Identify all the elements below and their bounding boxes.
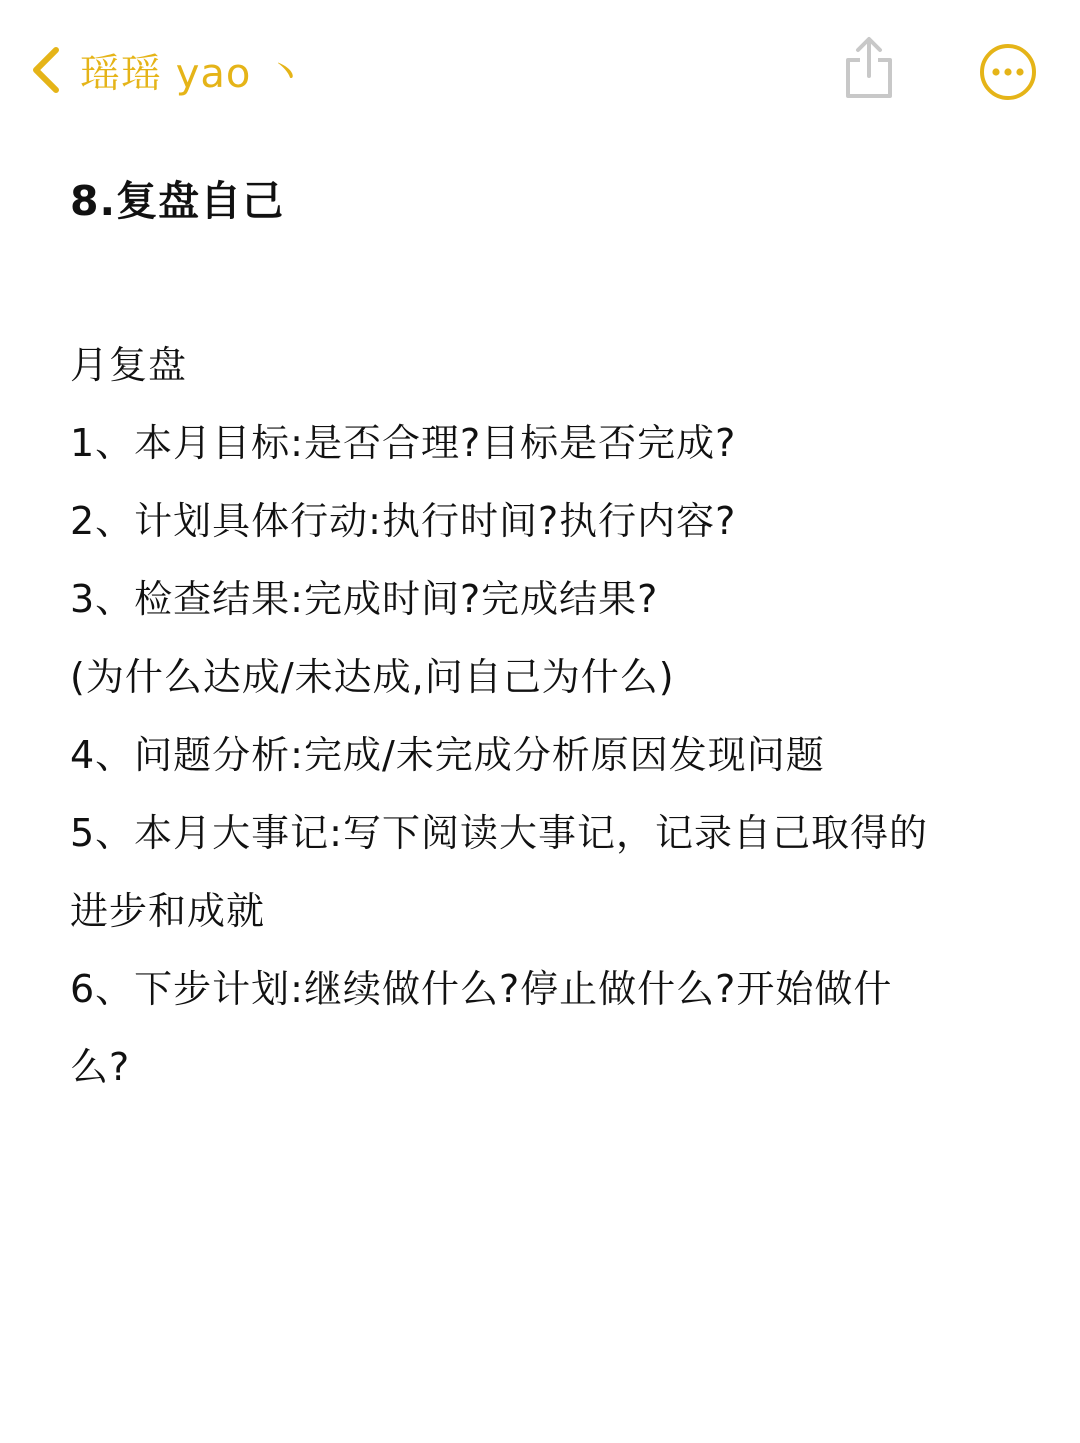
share-button[interactable] — [840, 34, 898, 102]
note-line: 2、计划具体行动:执行时间?执行内容? — [70, 499, 737, 543]
more-options-button[interactable] — [978, 42, 1038, 102]
back-button[interactable] — [28, 40, 306, 100]
note-line: (为什么达成/未达成,问自己为什么) — [70, 655, 675, 699]
note-line: 进步和成就 — [70, 889, 266, 933]
note-title: 8.复盘自己 — [70, 177, 285, 225]
note-line: 5、本月大事记:写下阅读大事记，记录自己取得的 — [70, 811, 928, 855]
note-line: 3、检查结果:完成时间?完成结果? — [70, 577, 659, 621]
chevron-left-icon — [28, 44, 64, 96]
note-line: 月复盘 — [70, 343, 188, 387]
note-line: 4、问题分析:完成/未完成分析原因发现问题 — [70, 733, 825, 777]
note-line: 6、下步计划:继续做什么?停止做什么?开始做什 — [70, 967, 893, 1011]
back-label: 瑶瑶 yao 丶 — [80, 50, 307, 97]
note-line: 么? — [70, 1045, 131, 1089]
navigation-bar — [0, 0, 1080, 140]
more-circle-icon — [978, 42, 1038, 102]
note-line: 1、本月目标:是否合理?目标是否完成? — [70, 421, 737, 465]
note-text — [70, 326, 1020, 1106]
share-icon — [840, 34, 898, 102]
